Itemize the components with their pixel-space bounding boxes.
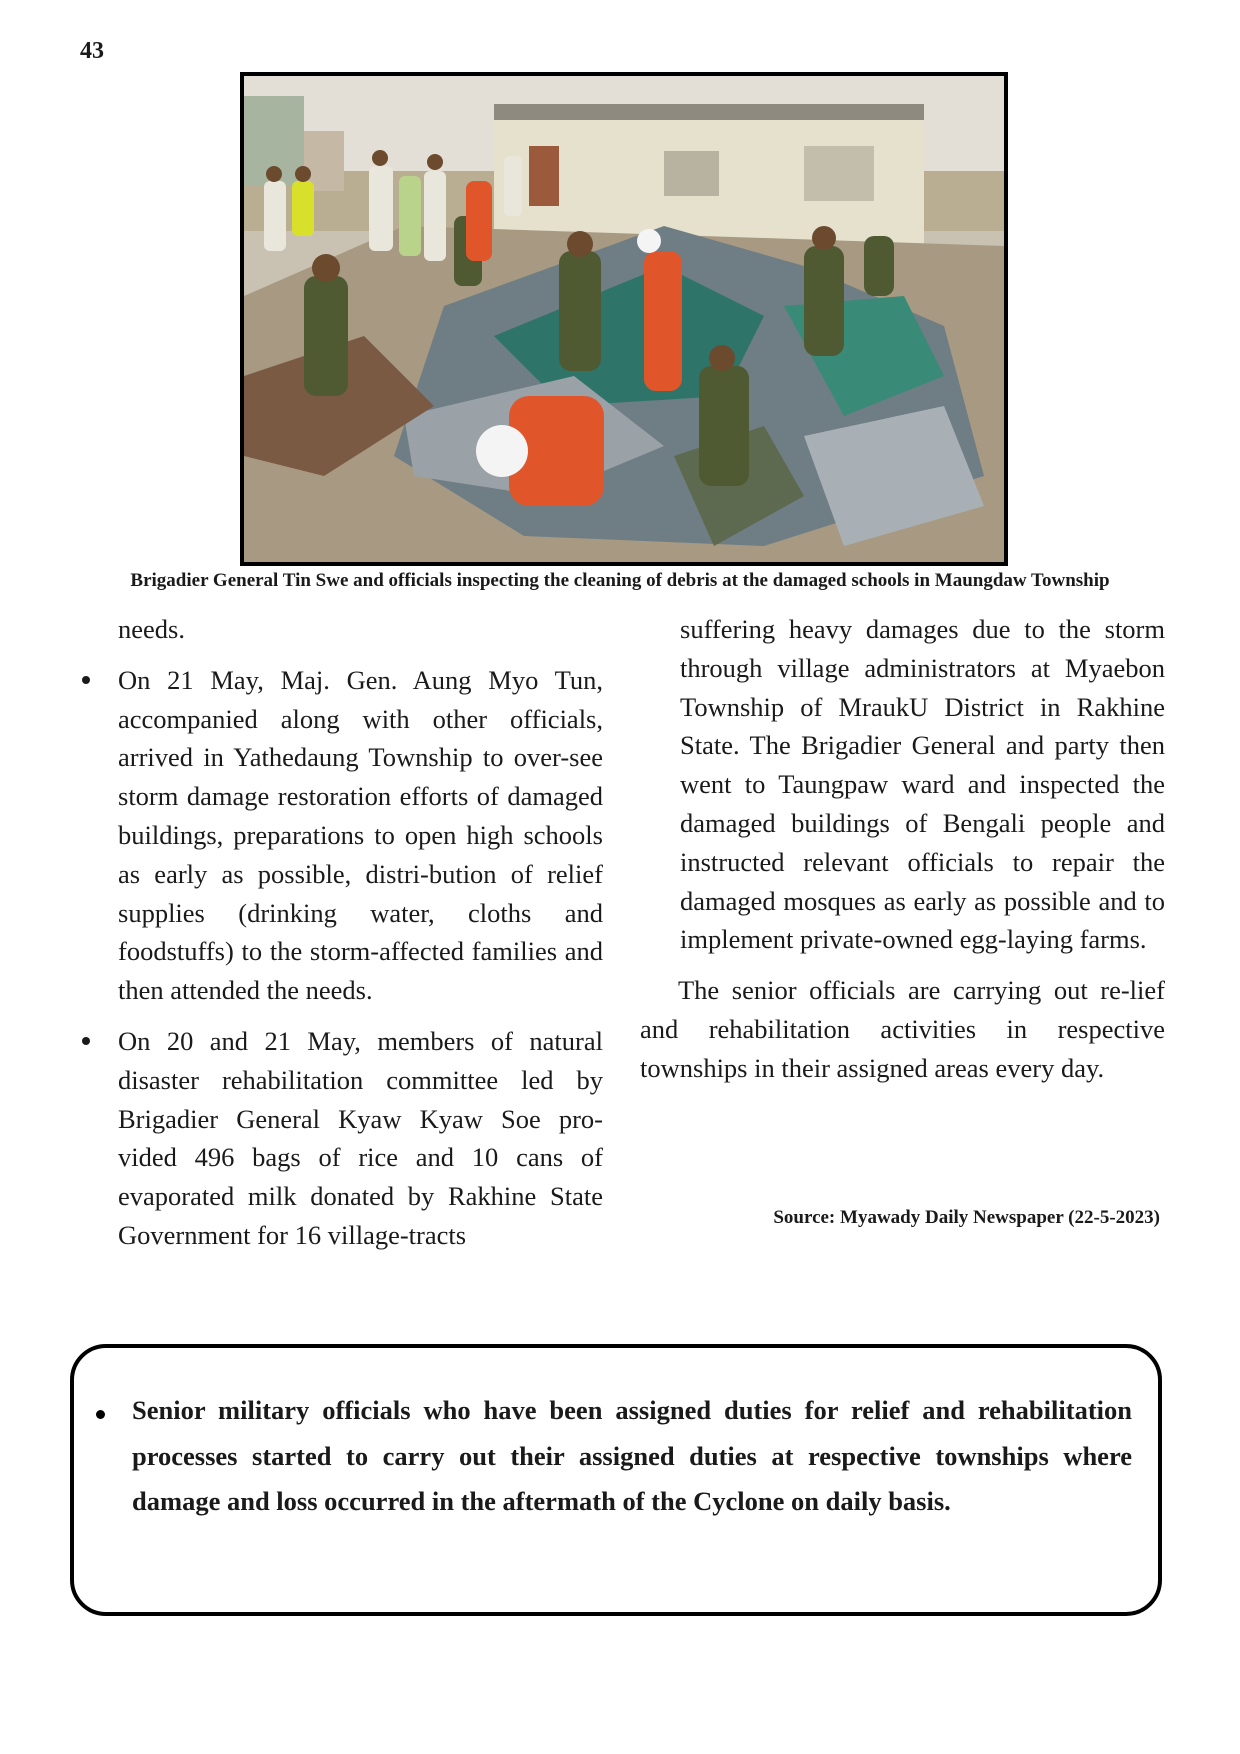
- right-continuation-text: suffering heavy damages due to the storm through village administrators at Myaebon Township of MraukU District in Rakhine State. The Brigadier General and party then went to Taungpaw ward and inspected the damaged buildings of Bengali people and instructed relevant officials to repair the damaged mosques as early as possible and to implement private-owned egg-laying farms.: [680, 614, 1165, 955]
- summary-text: Senior military officials who have been assigned duties for relief and rehabilitation processes started to carry out their assigned duties at respective townships where damage and loss occurred in the aftermath of the Cyclone on daily basis.: [132, 1395, 1132, 1516]
- news-photo: [240, 72, 1008, 566]
- summary-box: [70, 1344, 1162, 1616]
- right-paragraph: The senior officials are carrying out re-lief and rehabilitation activities in respective townships in their assigned areas every day.: [640, 975, 1165, 1083]
- list-item: [78, 661, 603, 1010]
- left-column: [78, 610, 603, 1255]
- left-continuation-text: needs.: [118, 614, 185, 644]
- bullet-text: On 20 and 21 May, members of natural disaster rehabilitation committee led by Brigadier General Kyaw Kyaw Soe pro-vided 496 bags of rice and 10 cans of evaporated milk donated by Rakhine State Government for 16 village-tracts: [118, 1025, 603, 1250]
- bullet-icon: [96, 1410, 105, 1419]
- bullet-icon: [82, 1037, 90, 1045]
- right-column: [640, 610, 1165, 1088]
- photo-caption: Brigadier General Tin Swe and officials inspecting the cleaning of debris at the damaged schools in Maungdaw Township: [130, 570, 1110, 591]
- debris-clearing-photo: [244, 76, 1004, 562]
- page-number: 43: [80, 38, 104, 64]
- bullet-icon: [82, 676, 90, 684]
- bullet-text: On 21 May, Maj. Gen. Aung Myo Tun, accompanied along with other officials, arrived in Yathedaung Township to over-see storm damage restoration efforts of damaged buildings, preparations to open high schools as early as possible, distri-bution of relief supplies (drinking water, cloths and foodstuffs) to the storm-affected families and then attended the needs.: [118, 664, 603, 1006]
- source-citation: Source: Myawady Daily Newspaper (22-5-2023): [773, 1207, 1160, 1228]
- list-item: [78, 1022, 603, 1255]
- left-bullet-list: [78, 661, 603, 1255]
